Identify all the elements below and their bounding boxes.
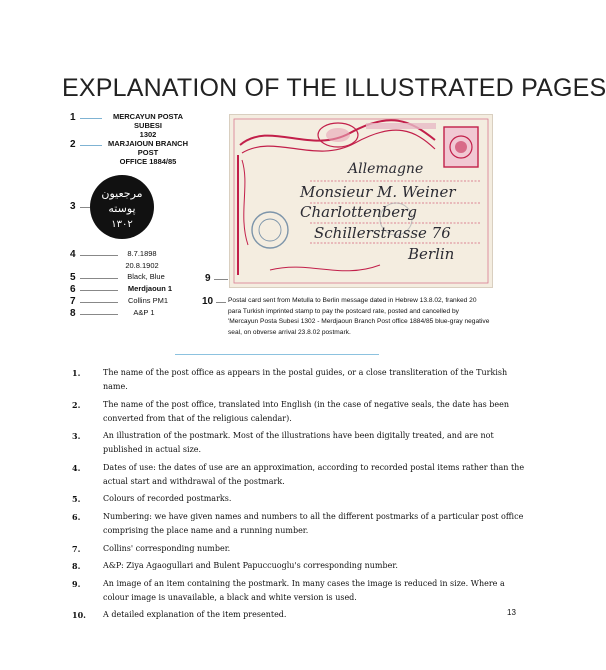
seal-calligraphy [90, 175, 154, 239]
page-number: 13 [507, 608, 516, 617]
legend-number-9: 9 [205, 273, 211, 284]
list-item: 7. Collins' corresponding number. [72, 543, 231, 554]
address-destination: Berlin [408, 245, 455, 263]
list-item: 9. An image of an item containing the postmark. In many cases the image is reduced in size. Where a colour image is unavailable, a black and white version is used. [72, 578, 505, 602]
postcard-image [230, 115, 492, 287]
leader-line [80, 118, 102, 119]
legend-number-2: 2 [70, 139, 76, 150]
legend-number-1: 1 [70, 112, 76, 123]
leader-line [80, 302, 118, 303]
item-caption: Postal card sent from Metulla to Berlin message dated in Hebrew 13.8.02, franked 20 para Turkish imprinted stamp to pay the postcard rate, posted and cancelled by 'Mercayun Posta Subesi 1302 - Merdjaoun Branch Post office 1884/85 blue-gray negative seal, on obverse arrival 23.8.02 postmark. [228, 297, 490, 336]
list-item: 4. Dates of use: the dates of use are an approximation, according to recorded postal items rather than the actual start and withdrawal of the postmark. [72, 462, 525, 486]
postcard-illustration [230, 115, 492, 287]
legend-number-10: 10 [202, 296, 214, 307]
address-street: Schillerstrasse 76 [314, 224, 451, 242]
legend-number-7: 7 [70, 296, 76, 307]
address-country: Allemagne [348, 161, 424, 177]
list-item: 10. A detailed explanation of the item presented. [72, 610, 287, 621]
leader-line [216, 302, 226, 303]
leader-line [80, 207, 90, 208]
svg-text:پوسته: پوسته [108, 202, 136, 215]
legend-number-4: 4 [70, 249, 76, 260]
postmark-seal-image [90, 175, 154, 239]
leader-line [80, 278, 118, 279]
list-item: 3. An illustration of the postmark. Most of the illustrations have been digitally treated, and are not published in actual size. [72, 431, 494, 455]
page-title: EXPLANATION OF THE ILLUSTRATED PAGES [62, 74, 606, 102]
list-item: 1. The name of the post office as appears in the postal guides, or a close transliteration of the Turkish name. [72, 368, 508, 391]
collins-number: Collins PM1 [127, 296, 168, 305]
office-name-english: MARJAIOUN BRANCH POST OFFICE 1884/85 [108, 139, 188, 166]
numbering: Merdjaoun 1 [127, 284, 173, 293]
colours: Black, Blue [127, 272, 165, 281]
leader-line [80, 145, 102, 146]
leader-line [80, 290, 118, 291]
address-city: Charlottenberg [300, 203, 417, 221]
list-item: 5. Colours of recorded postmarks. [72, 494, 232, 505]
list-item: 6. Numbering: we have given names and numbers to all the different postmarks of a particular post office comprising the place name and a running number. [72, 511, 524, 535]
svg-text:مرجعيون: مرجعيون [101, 187, 143, 200]
svg-text:١٣٠٢: ١٣٠٢ [111, 219, 133, 230]
leader-line [80, 255, 118, 256]
section-divider [175, 354, 379, 355]
legend-number-8: 8 [70, 308, 76, 319]
explanation-list [72, 366, 532, 626]
address-recipient: Monsieur M. Weiner [300, 183, 456, 201]
dates-of-use: 8.7.1898 20.8.1902 [125, 249, 159, 270]
legend-number-6: 6 [70, 284, 76, 295]
list-item: 8. A&P: Ziya Agaogullari and Bulent Papuccuoglu's corresponding number. [72, 561, 398, 572]
leader-line [214, 279, 228, 280]
legend-number-3: 3 [70, 201, 76, 212]
leader-line [80, 314, 118, 315]
list-item: 2. The name of the post office, translated into English (in the case of negative seals, the date has been converted from that of the religious calendar). [72, 399, 510, 423]
legend-number-5: 5 [70, 272, 76, 283]
office-name: MERCAYUN POSTA SUBESI 1302 [112, 112, 183, 139]
ap-number: A&P 1 [133, 308, 155, 317]
